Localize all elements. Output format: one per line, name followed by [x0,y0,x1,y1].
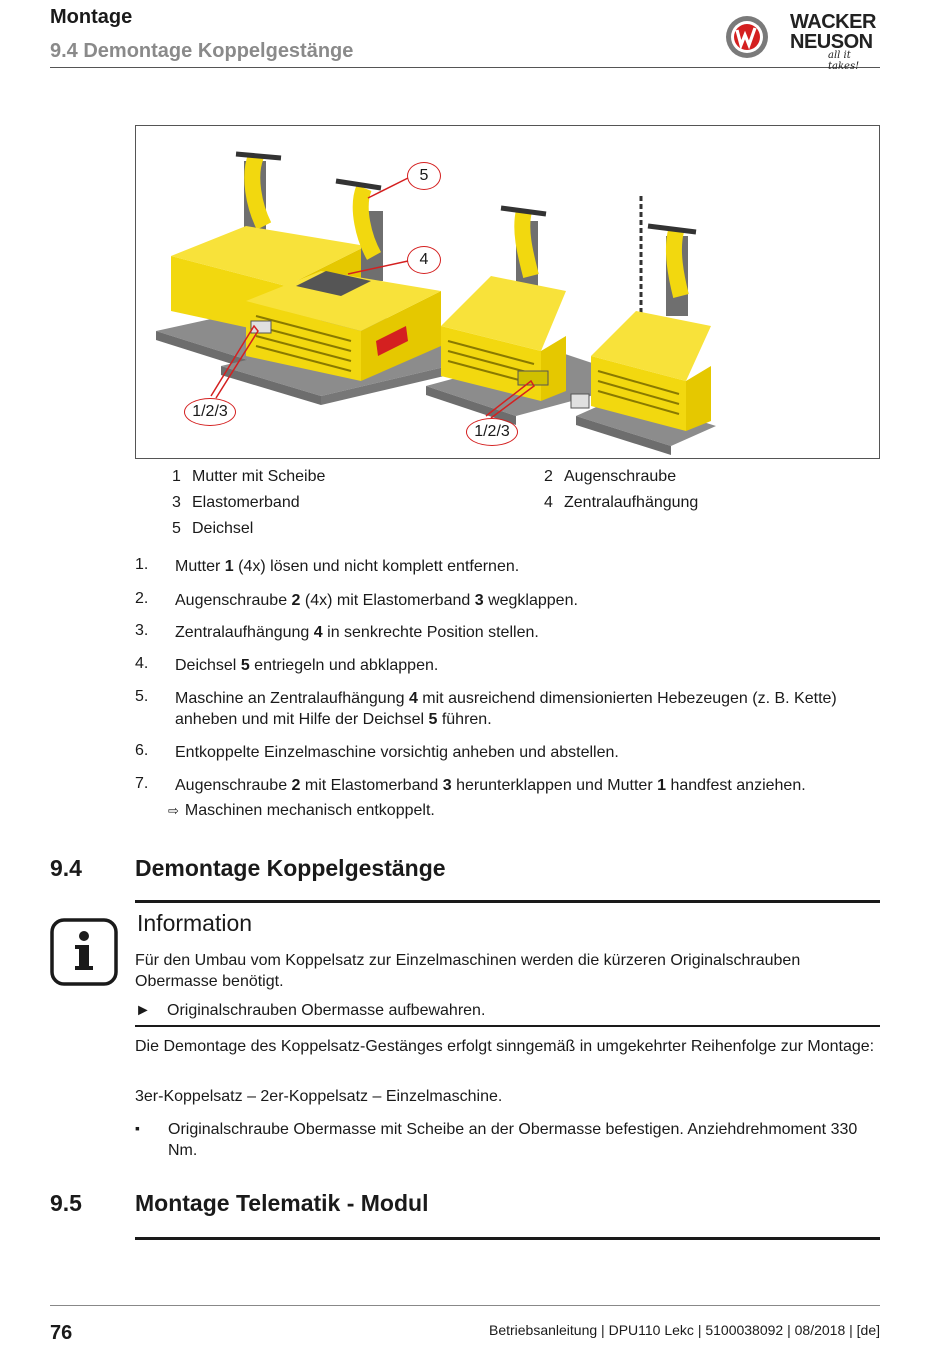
wacker-neuson-logo [722,11,882,72]
step-text: Zentralaufhängung 4 in senkrechte Position stellen. [175,624,539,641]
section-heading: Demontage Koppelgestänge [135,855,446,881]
step-number: 7. [135,775,149,792]
info-action: ► Originalschrauben Obermasse aufbewahren. [135,1002,486,1019]
callout-1-2-3-left: 1/2/3 [184,398,236,426]
section-subtitle: 9.4 Demontage Koppelgestänge [50,40,354,62]
result-arrow-icon: ⇨ [168,803,179,818]
step-text: Maschine an Zentralaufhängung 4 mit ausreichend dimensionierten Hebezeugen (z. B. Kette) anheben und mit Hilfe der Deichsel 5 führen. [175,690,837,728]
info-title: Information [137,910,253,936]
legend-item-1: 1 Mutter mit Scheibe [172,468,326,485]
page-number: 76 [50,1322,73,1344]
bullet-text: Originalschraube Obermasse mit Scheibe an der Obermasse befestigen. Anziehdrehmoment 330 Nm. [168,1121,858,1159]
bullet-icon: ▪ [135,1120,140,1136]
machine-lifted-right [571,196,716,455]
step-text: Mutter 1 (4x) lösen und nicht komplett entfernen. [175,558,520,575]
step-text: Augenschraube 2 (4x) mit Elastomerband 3 wegklappen. [175,592,578,609]
step-number: 5. [135,688,149,705]
step-text: Deichsel 5 entriegeln und abklappen. [175,657,439,674]
body-paragraph: 3er-Koppelsatz – 2er-Koppelsatz – Einzelmaschine. [135,1088,503,1105]
footer-info: Betriebsanleitung | DPU110 Lekc | 5100038092 | 08/2018 | [de] [488,1322,880,1338]
legend-item-5: 5 Deichsel [172,520,254,537]
info-icon [50,918,118,986]
section-rule [135,1237,880,1240]
step-number: 2. [135,590,149,607]
callout-1-2-3-right: 1/2/3 [466,418,518,446]
callout-5: 5 [407,162,441,190]
section-number: 9.4 [50,855,82,881]
callout-4: 4 [407,246,441,274]
header-divider [50,67,880,68]
legend-item-2: 2 Augenschraube [544,468,677,485]
step-text: Augenschraube 2 mit Elastomerband 3 herunterklappen und Mutter 1 handfest anziehen. [175,777,806,794]
step-number: 6. [135,742,149,759]
info-top-rule [135,900,880,903]
chapter-title: Montage [50,6,133,28]
machine-illustration [135,125,880,459]
logo-emblem-icon [724,14,770,60]
legend-item-4: 4 Zentralaufhängung [544,494,699,511]
section-heading: Montage Telematik - Modul [135,1190,429,1216]
step-number: 3. [135,622,149,639]
step-number: 4. [135,655,149,672]
logo-line2: NEUSON [790,31,873,53]
coupled-machines-drawing [136,126,879,458]
body-paragraph: Die Demontage des Koppelsatz-Gestänges erfolgt sinngemäß in umgekehrter Reihenfolge zur Montage: [135,1038,875,1055]
info-text: Für den Umbau vom Koppelsatz zur Einzelmaschinen werden die kürzeren Originalschrauben Obermasse benötigt. [135,952,801,990]
logo-tagline: all it takes! [828,50,860,72]
section-number: 9.5 [50,1190,82,1216]
step-text: Entkoppelte Einzelmaschine vorsichtig anheben und abstellen. [175,744,619,761]
action-triangle-icon: ► [135,1002,151,1019]
footer-divider [50,1305,880,1306]
legend-item-3: 3 Elastomerband [172,494,300,511]
step-result: ⇨ Maschinen mechanisch entkoppelt. [168,802,435,819]
machine-pair-left [156,154,491,405]
step-number: 1. [135,556,149,573]
logo-line1: WACKER [790,11,876,33]
info-bottom-rule [135,1025,880,1027]
